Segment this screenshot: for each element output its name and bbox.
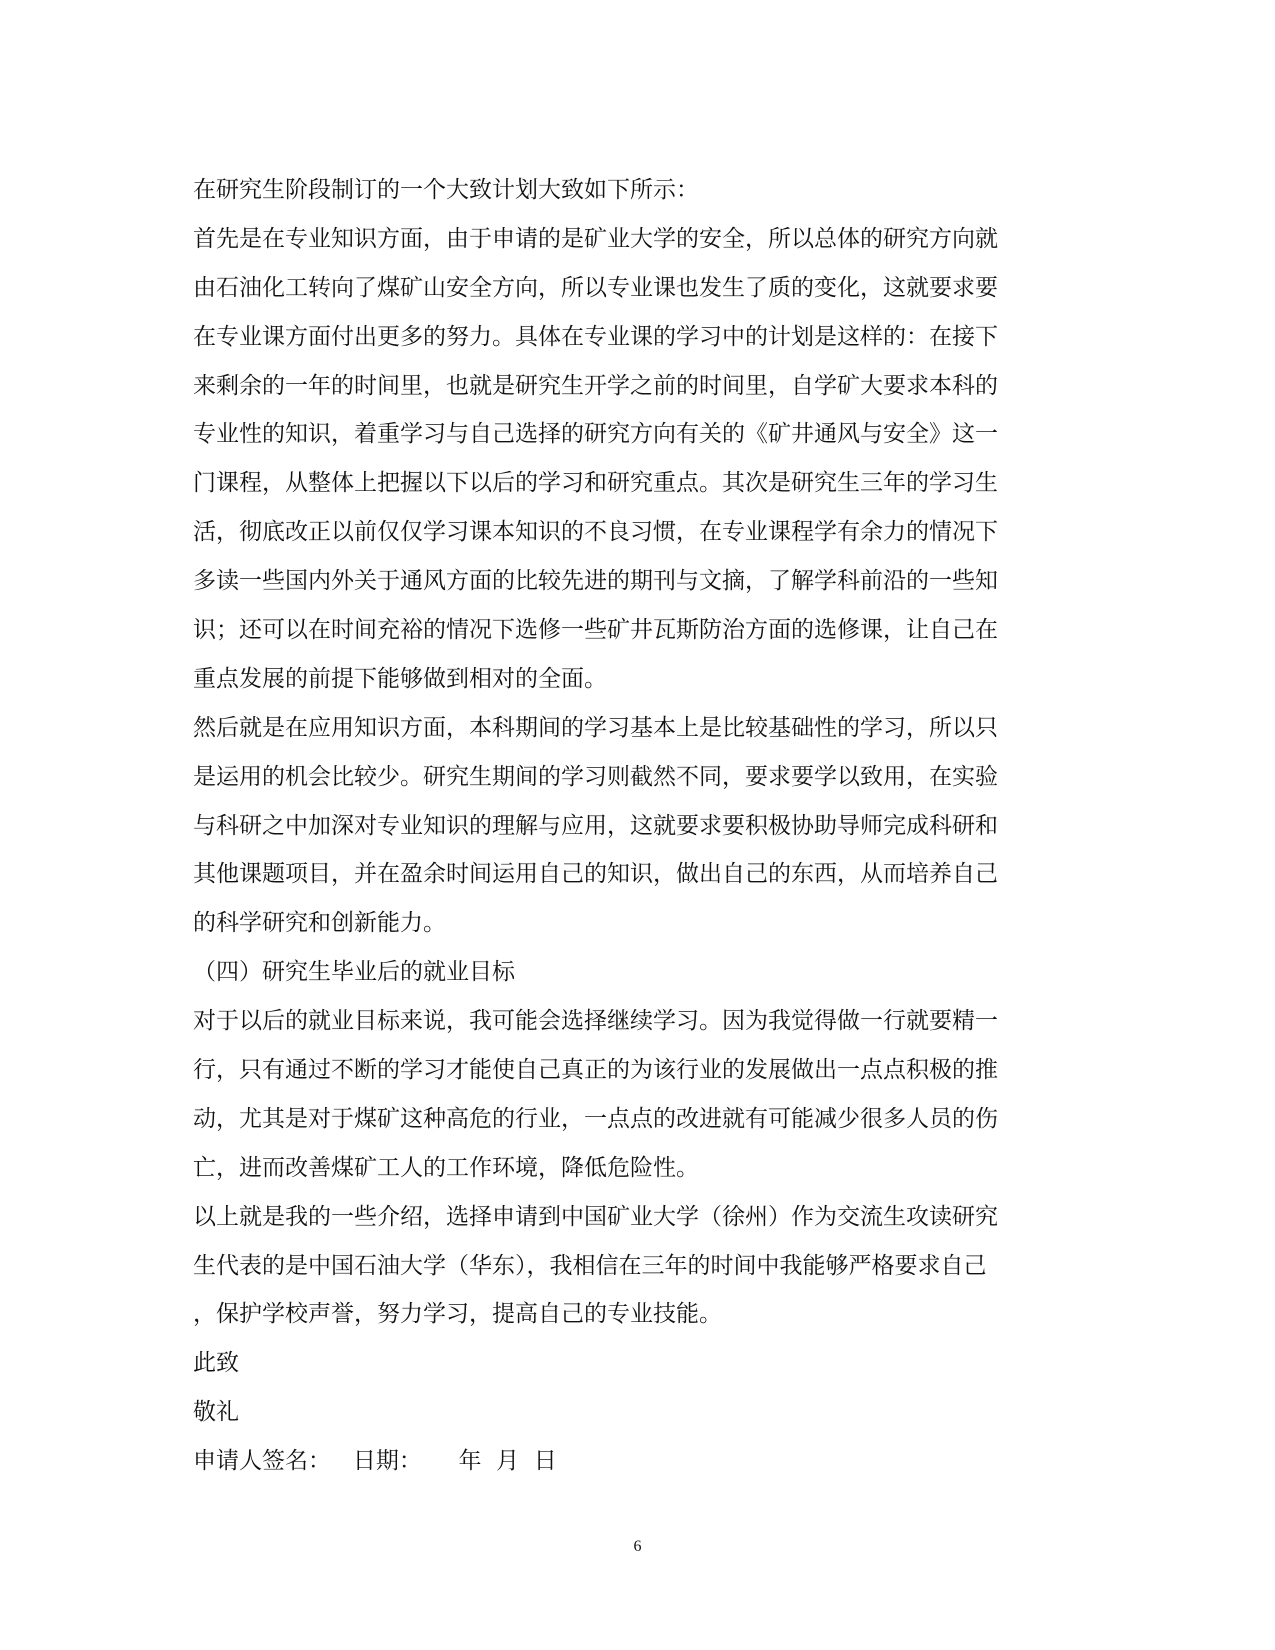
closing-line: 敬礼 [193, 1399, 239, 1426]
text-line: 是运用的机会比较少。研究生期间的学习则截然不同，要求要学以致用，在实验 [193, 763, 998, 790]
text-line: ，保护学校声誉，努力学习，提高自己的专业技能。 [193, 1301, 722, 1328]
text-line: 然后就是在应用知识方面，本科期间的学习基本上是比较基础性的学习，所以只 [193, 714, 998, 741]
text-line: 以上就是我的一些介绍，选择申请到中国矿业大学（徐州）作为交流生攻读研究 [193, 1203, 998, 1230]
text-line: 重点发展的前提下能够做到相对的全面。 [193, 665, 607, 692]
text-line: 与科研之中加深对专业知识的理解与应用，这就要求要积极协助导师完成科研和 [193, 812, 998, 839]
text-line: 多读一些国内外关于通风方面的比较先进的期刊与文摘，了解学科前沿的一些知 [193, 568, 998, 595]
text-line: 在专业课方面付出更多的努力。具体在专业课的学习中的计划是这样的：在接下 [193, 323, 998, 350]
text-line: 在研究生阶段制订的一个大致计划大致如下所示： [193, 177, 699, 203]
text-line: 门课程，从整体上把握以下以后的学习和研究重点。其次是研究生三年的学习生 [193, 470, 998, 497]
text-line: 识；还可以在时间充裕的情况下选修一些矿井瓦斯防治方面的选修课，让自己在 [193, 617, 998, 644]
text-line: 动，尤其是对于煤矿这种高危的行业，一点点的改进就有可能减少很多人员的伤 [193, 1105, 998, 1132]
text-line: 活，彻底改正以前仅仅学习课本知识的不良习惯，在专业课程学有余力的情况下 [193, 519, 998, 546]
page-number: 6 [633, 1538, 642, 1555]
text-line: 其他课题项目，并在盈余时间运用自己的知识，做出自己的东西，从而培养自己 [193, 861, 998, 888]
text-line: 来剩余的一年的时间里，也就是研究生开学之前的时间里，自学矿大要求本科的 [193, 372, 998, 399]
text-line: 由石油化工转向了煤矿山安全方向，所以专业课也发生了质的变化，这就要求要 [193, 274, 998, 301]
text-line: 的科学研究和创新能力。 [193, 910, 446, 937]
text-line: 行，只有通过不断的学习才能使自己真正的为该行业的发展做出一点点积极的推 [193, 1057, 998, 1084]
closing-line: 此致 [193, 1350, 239, 1377]
section-heading: （四）研究生毕业后的就业目标 [193, 959, 515, 986]
signature-line: 申请人签名： 日期： 年 月 日 [193, 1448, 557, 1475]
text-line: 亡，进而改善煤矿工人的工作环境，降低危险性。 [193, 1154, 699, 1181]
text-line: 专业性的知识，着重学习与自己选择的研究方向有关的《矿井通风与安全》这一 [193, 421, 998, 448]
text-line: 生代表的是中国石油大学（华东），我相信在三年的时间中我能够严格要求自己 [193, 1252, 987, 1279]
body-text [193, 166, 1073, 1486]
text-line: 首先是在专业知识方面，由于申请的是矿业大学的安全，所以总体的研究方向就 [193, 225, 998, 252]
text-line: 对于以后的就业目标来说，我可能会选择继续学习。因为我觉得做一行就要精一 [193, 1008, 998, 1035]
